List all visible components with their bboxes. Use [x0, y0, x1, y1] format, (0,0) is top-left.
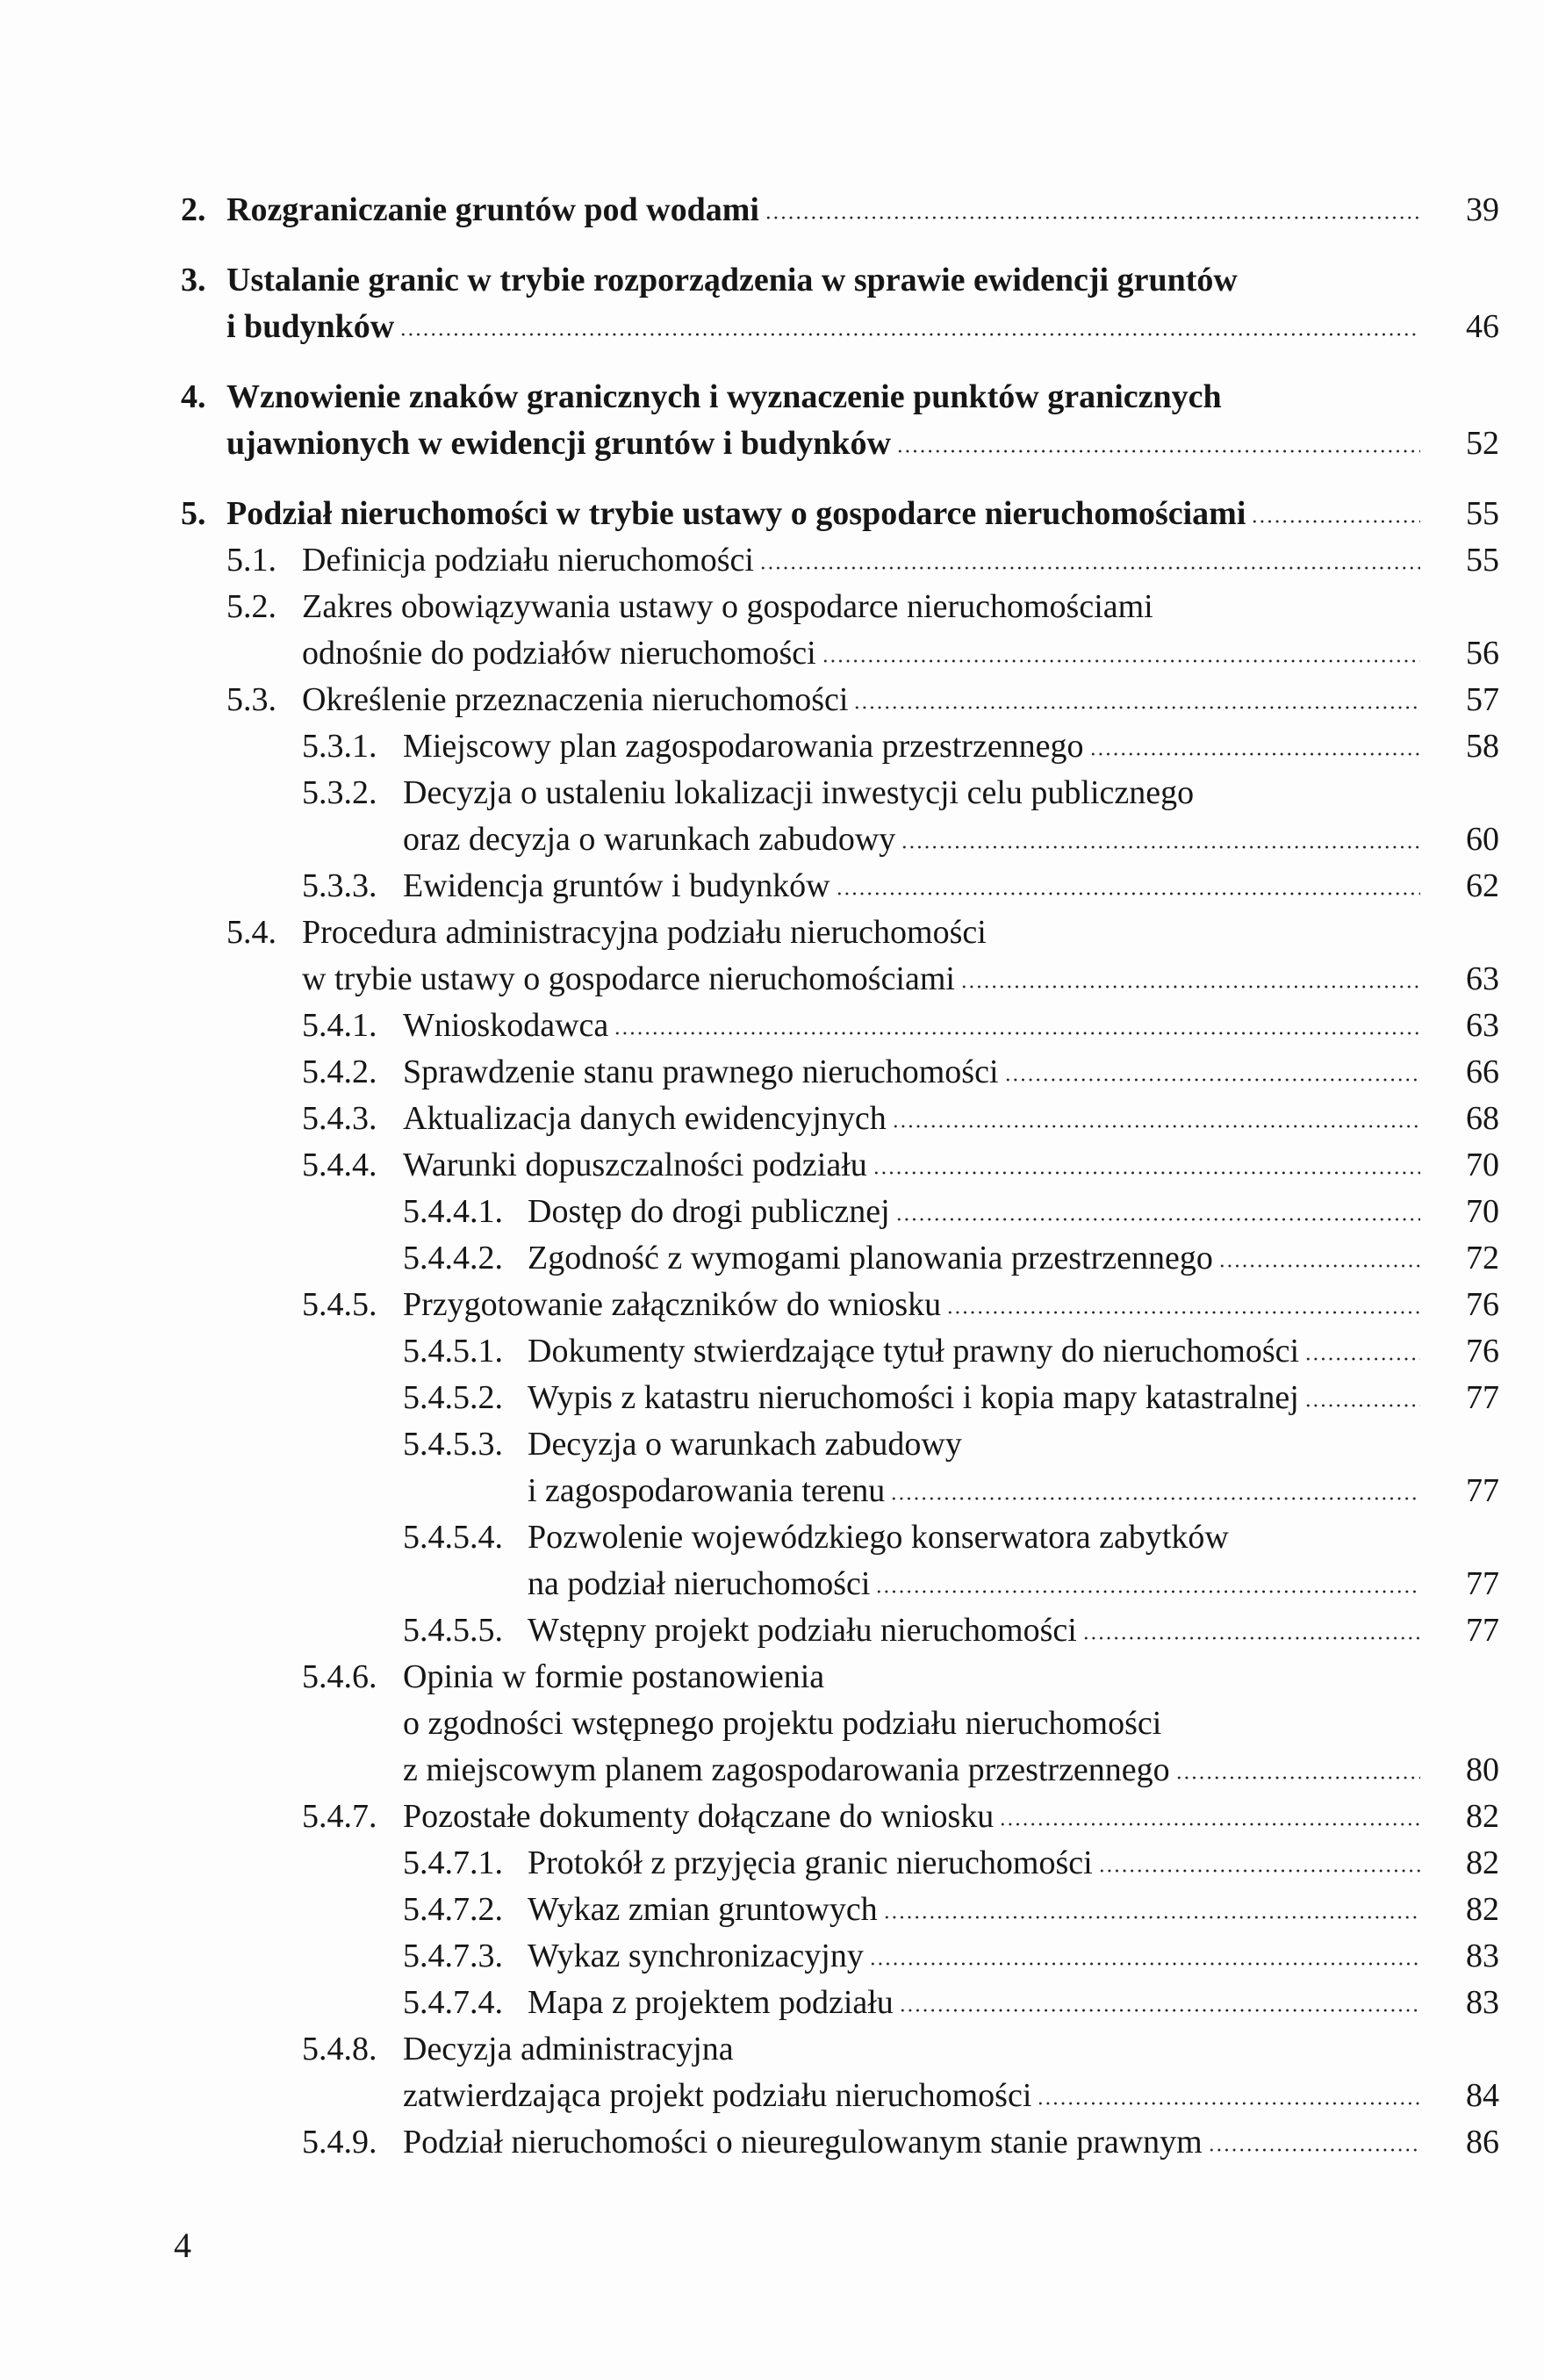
section-number: 5.4.5.1.: [403, 1333, 503, 1370]
section-title: Wznowienie znaków granicznych i wyznaczenie punktów granicznych: [226, 378, 1222, 415]
section-number: 5.4.4.: [302, 1147, 377, 1183]
dot-leader: [1037, 2094, 1420, 2106]
section-number: 5.4.4.1.: [403, 1193, 503, 1230]
section-number: 5.4.5.5.: [403, 1612, 503, 1649]
dot-leader: [895, 1210, 1420, 1222]
section-title: Podział nieruchomości w trybie ustawy o gospodarce nieruchomościami: [226, 495, 1246, 532]
section-title: Miejscowy plan zagospodarowania przestrzennego: [403, 728, 1084, 765]
page-reference: 80: [1466, 1751, 1499, 1788]
toc-entry: [0, 537, 1544, 584]
toc-entry: [0, 374, 1544, 467]
dot-leader: [892, 1117, 1420, 1129]
section-number: 5.4.7.: [302, 1798, 377, 1835]
page-reference: 77: [1466, 1472, 1499, 1509]
toc-entry: [0, 584, 1544, 677]
page-reference: 76: [1466, 1333, 1499, 1370]
toc-entry: [0, 1514, 1544, 1607]
toc-entry: [0, 1096, 1544, 1142]
toc-entry: [0, 1794, 1544, 1840]
toc-entry: [0, 1607, 1544, 1654]
section-title: zatwierdzająca projekt podziału nieruchomości: [403, 2077, 1032, 2114]
section-number: 5.3.: [226, 681, 276, 718]
dot-leader: [1089, 744, 1420, 757]
toc-entry: [0, 1654, 1544, 1794]
section-number: 5.4.6.: [302, 1658, 377, 1695]
section-number: 2.: [181, 191, 206, 228]
page-reference: 63: [1466, 960, 1499, 997]
toc-entry: [0, 1049, 1544, 1096]
page-reference: 57: [1466, 681, 1499, 718]
section-number: 5.4.: [226, 914, 276, 951]
section-title: ujawnionych w ewidencji gruntów i budynków: [226, 425, 891, 462]
section-title: Ustalanie granic w trybie rozporządzenia w sprawie ewidencji gruntów: [226, 262, 1238, 298]
page-reference: 77: [1466, 1379, 1499, 1416]
section-title: Wstępny projekt podziału nieruchomości: [528, 1612, 1077, 1649]
page-reference: 72: [1466, 1240, 1499, 1276]
toc-entry: [0, 770, 1544, 863]
section-number: 5.: [181, 495, 206, 532]
section-title: Wykaz synchronizacyjny: [528, 1938, 864, 1974]
section-title: Ewidencja gruntów i budynków: [403, 867, 830, 904]
entry-line: [0, 1747, 1499, 1794]
section-title: oraz decyzja o warunkach zabudowy: [403, 821, 896, 858]
dot-leader: [822, 651, 1420, 664]
section-number: 5.4.3.: [302, 1100, 377, 1137]
section-title: Decyzja administracyjna: [403, 2031, 734, 2067]
dot-leader: [869, 1954, 1420, 1967]
toc-entry: [0, 1375, 1544, 1421]
toc-entry: [0, 677, 1544, 723]
dot-leader: [1175, 1768, 1420, 1780]
section-title: Określenie przeznaczenia nieruchomości: [302, 681, 849, 718]
entry-line: [0, 1189, 1499, 1235]
entry-line: [0, 1840, 1499, 1887]
entry-line: [0, 956, 1499, 1003]
toc-entry: [0, 1980, 1544, 2026]
entry-line: [0, 1235, 1499, 1282]
dot-leader: [946, 1303, 1420, 1315]
entry-line: [0, 863, 1499, 910]
entry-line: [0, 1282, 1499, 1328]
page-reference: 70: [1466, 1193, 1499, 1230]
page-reference: 60: [1466, 821, 1499, 858]
section-title: Warunki dopuszczalności podziału: [403, 1147, 867, 1183]
dot-leader: [1082, 1629, 1420, 1641]
section-title: Mapa z projektem podziału: [528, 1984, 894, 2021]
entry-line: [0, 1607, 1499, 1654]
dot-leader: [873, 1163, 1420, 1176]
section-title: Pozwolenie wojewódzkiego konserwatora zabytków: [528, 1519, 1229, 1556]
section-number: 5.4.5.2.: [403, 1379, 503, 1416]
section-title: Definicja podziału nieruchomości: [302, 542, 754, 579]
dot-leader: [614, 1024, 1420, 1036]
entry-line: [0, 304, 1499, 350]
entry-line: [0, 1701, 1424, 1747]
entry-line: [0, 1421, 1424, 1468]
section-title: Sprawdzenie stanu prawnego nieruchomości: [403, 1053, 999, 1090]
section-number: 5.4.8.: [302, 2031, 377, 2067]
section-title: na podział nieruchomości: [528, 1565, 871, 1602]
section-number: 5.4.5.3.: [403, 1426, 503, 1463]
toc-entry: [0, 1235, 1544, 1282]
dot-leader: [896, 442, 1420, 454]
entry-line: [0, 2119, 1499, 2166]
dot-leader: [853, 698, 1420, 710]
entry-line: [0, 1561, 1499, 1607]
toc-entry: [0, 1328, 1544, 1375]
section-title: Zakres obowiązywania ustawy o gospodarce nieruchomościami: [302, 588, 1153, 625]
entry-line: [0, 1328, 1499, 1375]
page-reference: 77: [1466, 1565, 1499, 1602]
entry-line: [0, 1142, 1499, 1189]
page-reference: 86: [1466, 2124, 1499, 2161]
page-reference: 83: [1466, 1938, 1499, 1974]
toc-entry: [0, 1282, 1544, 1328]
page-reference: 39: [1466, 191, 1499, 228]
entry-line: [0, 910, 1424, 956]
page-reference: 77: [1466, 1612, 1499, 1649]
entry-line: [0, 1933, 1499, 1980]
page-reference: 84: [1466, 2077, 1499, 2114]
entry-line: [0, 816, 1499, 863]
entry-line: [0, 1375, 1499, 1421]
section-title: Wykaz zmian gruntowych: [528, 1891, 878, 1928]
entry-line: [0, 584, 1424, 630]
section-number: 5.4.7.2.: [403, 1891, 503, 1928]
dot-leader: [1218, 1256, 1420, 1269]
toc-entry: [0, 723, 1544, 770]
page-reference: 70: [1466, 1147, 1499, 1183]
section-title: Zgodność z wymogami planowania przestrzennego: [528, 1240, 1213, 1276]
toc-entry: [0, 910, 1544, 1003]
dot-leader: [759, 558, 1420, 571]
section-number: 5.4.4.2.: [403, 1240, 503, 1276]
entry-line: [0, 2026, 1424, 2073]
dot-leader: [899, 2001, 1420, 2013]
section-title: z miejscowym planem zagospodarowania przestrzennego: [403, 1751, 1170, 1788]
section-title: Decyzja o warunkach zabudowy: [528, 1426, 962, 1463]
toc-entry: [0, 187, 1544, 234]
entry-line: [0, 1887, 1499, 1933]
section-number: 5.3.2.: [302, 774, 377, 811]
section-title: Protokół z przyjęcia granic nieruchomości: [528, 1844, 1093, 1881]
dot-leader: [999, 1815, 1420, 1827]
section-number: 5.4.5.: [302, 1286, 377, 1323]
page-reference: 62: [1466, 867, 1499, 904]
section-number: 5.4.7.4.: [403, 1984, 503, 2021]
section-title: Przygotowanie załączników do wniosku: [403, 1286, 942, 1323]
page-reference: 46: [1466, 308, 1499, 345]
section-title: i budynków: [226, 308, 395, 345]
page-reference: 66: [1466, 1053, 1499, 1090]
section-number: 5.2.: [226, 588, 276, 625]
entry-line: [0, 1049, 1499, 1096]
page-reference: 52: [1466, 425, 1499, 462]
section-number: 5.4.7.3.: [403, 1938, 503, 1974]
entry-line: [0, 491, 1499, 537]
section-title: Aktualizacja danych ewidencyjnych: [403, 1100, 887, 1137]
toc-entry: [0, 1142, 1544, 1189]
entry-line: [0, 1794, 1499, 1840]
section-number: 5.4.1.: [302, 1007, 377, 1044]
section-title: o zgodności wstępnego projektu podziału nieruchomości: [403, 1705, 1162, 1742]
section-title: w trybie ustawy o gospodarce nieruchomościami: [302, 960, 955, 997]
entry-line: [0, 770, 1424, 816]
section-number: 5.4.9.: [302, 2124, 377, 2161]
dot-leader: [1004, 1070, 1420, 1082]
section-title: Procedura administracyjna podziału nieruchomości: [302, 914, 987, 951]
entry-line: [0, 1514, 1424, 1561]
section-title: Podział nieruchomości o nieuregulowanym stanie prawnym: [403, 2124, 1203, 2161]
entry-line: [0, 1980, 1499, 2026]
toc-entry: [0, 491, 1544, 537]
entry-line: [0, 421, 1499, 467]
page-reference: 82: [1466, 1891, 1499, 1928]
dot-leader: [765, 208, 1420, 220]
dot-leader: [1208, 2140, 1420, 2153]
section-title: Wnioskodawca: [403, 1007, 609, 1044]
dot-leader: [836, 884, 1420, 896]
toc-entry: [0, 1933, 1544, 1980]
dot-leader: [1098, 1861, 1420, 1873]
section-title: i zagospodarowania terenu: [528, 1472, 886, 1509]
dot-leader: [1304, 1349, 1420, 1362]
entry-line: [0, 2073, 1499, 2119]
entry-line: [0, 1096, 1499, 1142]
section-number: 5.4.7.1.: [403, 1844, 503, 1881]
section-title: Opinia w formie postanowienia: [403, 1658, 825, 1695]
page-reference: 55: [1466, 495, 1499, 532]
entry-line: [0, 1468, 1499, 1514]
entry-line: [0, 1003, 1499, 1049]
page-reference: 63: [1466, 1007, 1499, 1044]
section-title: Dokumenty stwierdzające tytuł prawny do nieruchomości: [528, 1333, 1300, 1370]
section-title: Pozostałe dokumenty dołączane do wniosku: [403, 1798, 995, 1835]
section-title: Rozgraniczanie gruntów pod wodami: [226, 191, 759, 228]
section-title: Dostęp do drogi publicznej: [528, 1193, 890, 1230]
dot-leader: [1251, 512, 1420, 524]
toc-entry: [0, 863, 1544, 910]
section-number: 3.: [181, 262, 206, 298]
toc-entry: [0, 2026, 1544, 2119]
entry-line: [0, 257, 1424, 304]
page-reference: 82: [1466, 1844, 1499, 1881]
page-number: 4: [174, 2225, 191, 2265]
entry-line: [0, 677, 1499, 723]
page-reference: 68: [1466, 1100, 1499, 1137]
toc-entry: [0, 1840, 1544, 1887]
section-number: 5.4.2.: [302, 1053, 377, 1090]
page-reference: 58: [1466, 728, 1499, 765]
section-number: 5.1.: [226, 542, 276, 579]
section-title: Wypis z katastru nieruchomości i kopia mapy katastralnej: [528, 1379, 1299, 1416]
entry-line: [0, 630, 1499, 677]
toc-entry: [0, 1421, 1544, 1514]
entry-line: [0, 374, 1424, 421]
entry-line: [0, 723, 1499, 770]
dot-leader: [399, 325, 1420, 337]
toc-entry: [0, 257, 1544, 350]
dot-leader: [1304, 1396, 1420, 1408]
section-number: 5.3.1.: [302, 728, 377, 765]
page-reference: 56: [1466, 635, 1499, 672]
toc-entry: [0, 1887, 1544, 1933]
section-number: 4.: [181, 378, 206, 415]
dot-leader: [960, 977, 1420, 989]
toc-entry: [0, 1189, 1544, 1235]
dot-leader: [890, 1489, 1420, 1501]
dot-leader: [875, 1582, 1420, 1594]
dot-leader: [901, 838, 1420, 850]
table-of-contents: [0, 187, 1544, 2166]
entry-line: [0, 537, 1499, 584]
page-reference: 55: [1466, 542, 1499, 579]
page-reference: 82: [1466, 1798, 1499, 1835]
section-title: Decyzja o ustaleniu lokalizacji inwestycji celu publicznego: [403, 774, 1195, 811]
entry-line: [0, 187, 1499, 234]
toc-entry: [0, 2119, 1544, 2166]
section-title: odnośnie do podziałów nieruchomości: [302, 635, 816, 672]
page-reference: 76: [1466, 1286, 1499, 1323]
entry-line: [0, 1654, 1424, 1701]
toc-entry: [0, 1003, 1544, 1049]
page-reference: 83: [1466, 1984, 1499, 2021]
section-number: 5.4.5.4.: [403, 1519, 503, 1556]
dot-leader: [883, 1908, 1420, 1920]
section-number: 5.3.3.: [302, 867, 377, 904]
